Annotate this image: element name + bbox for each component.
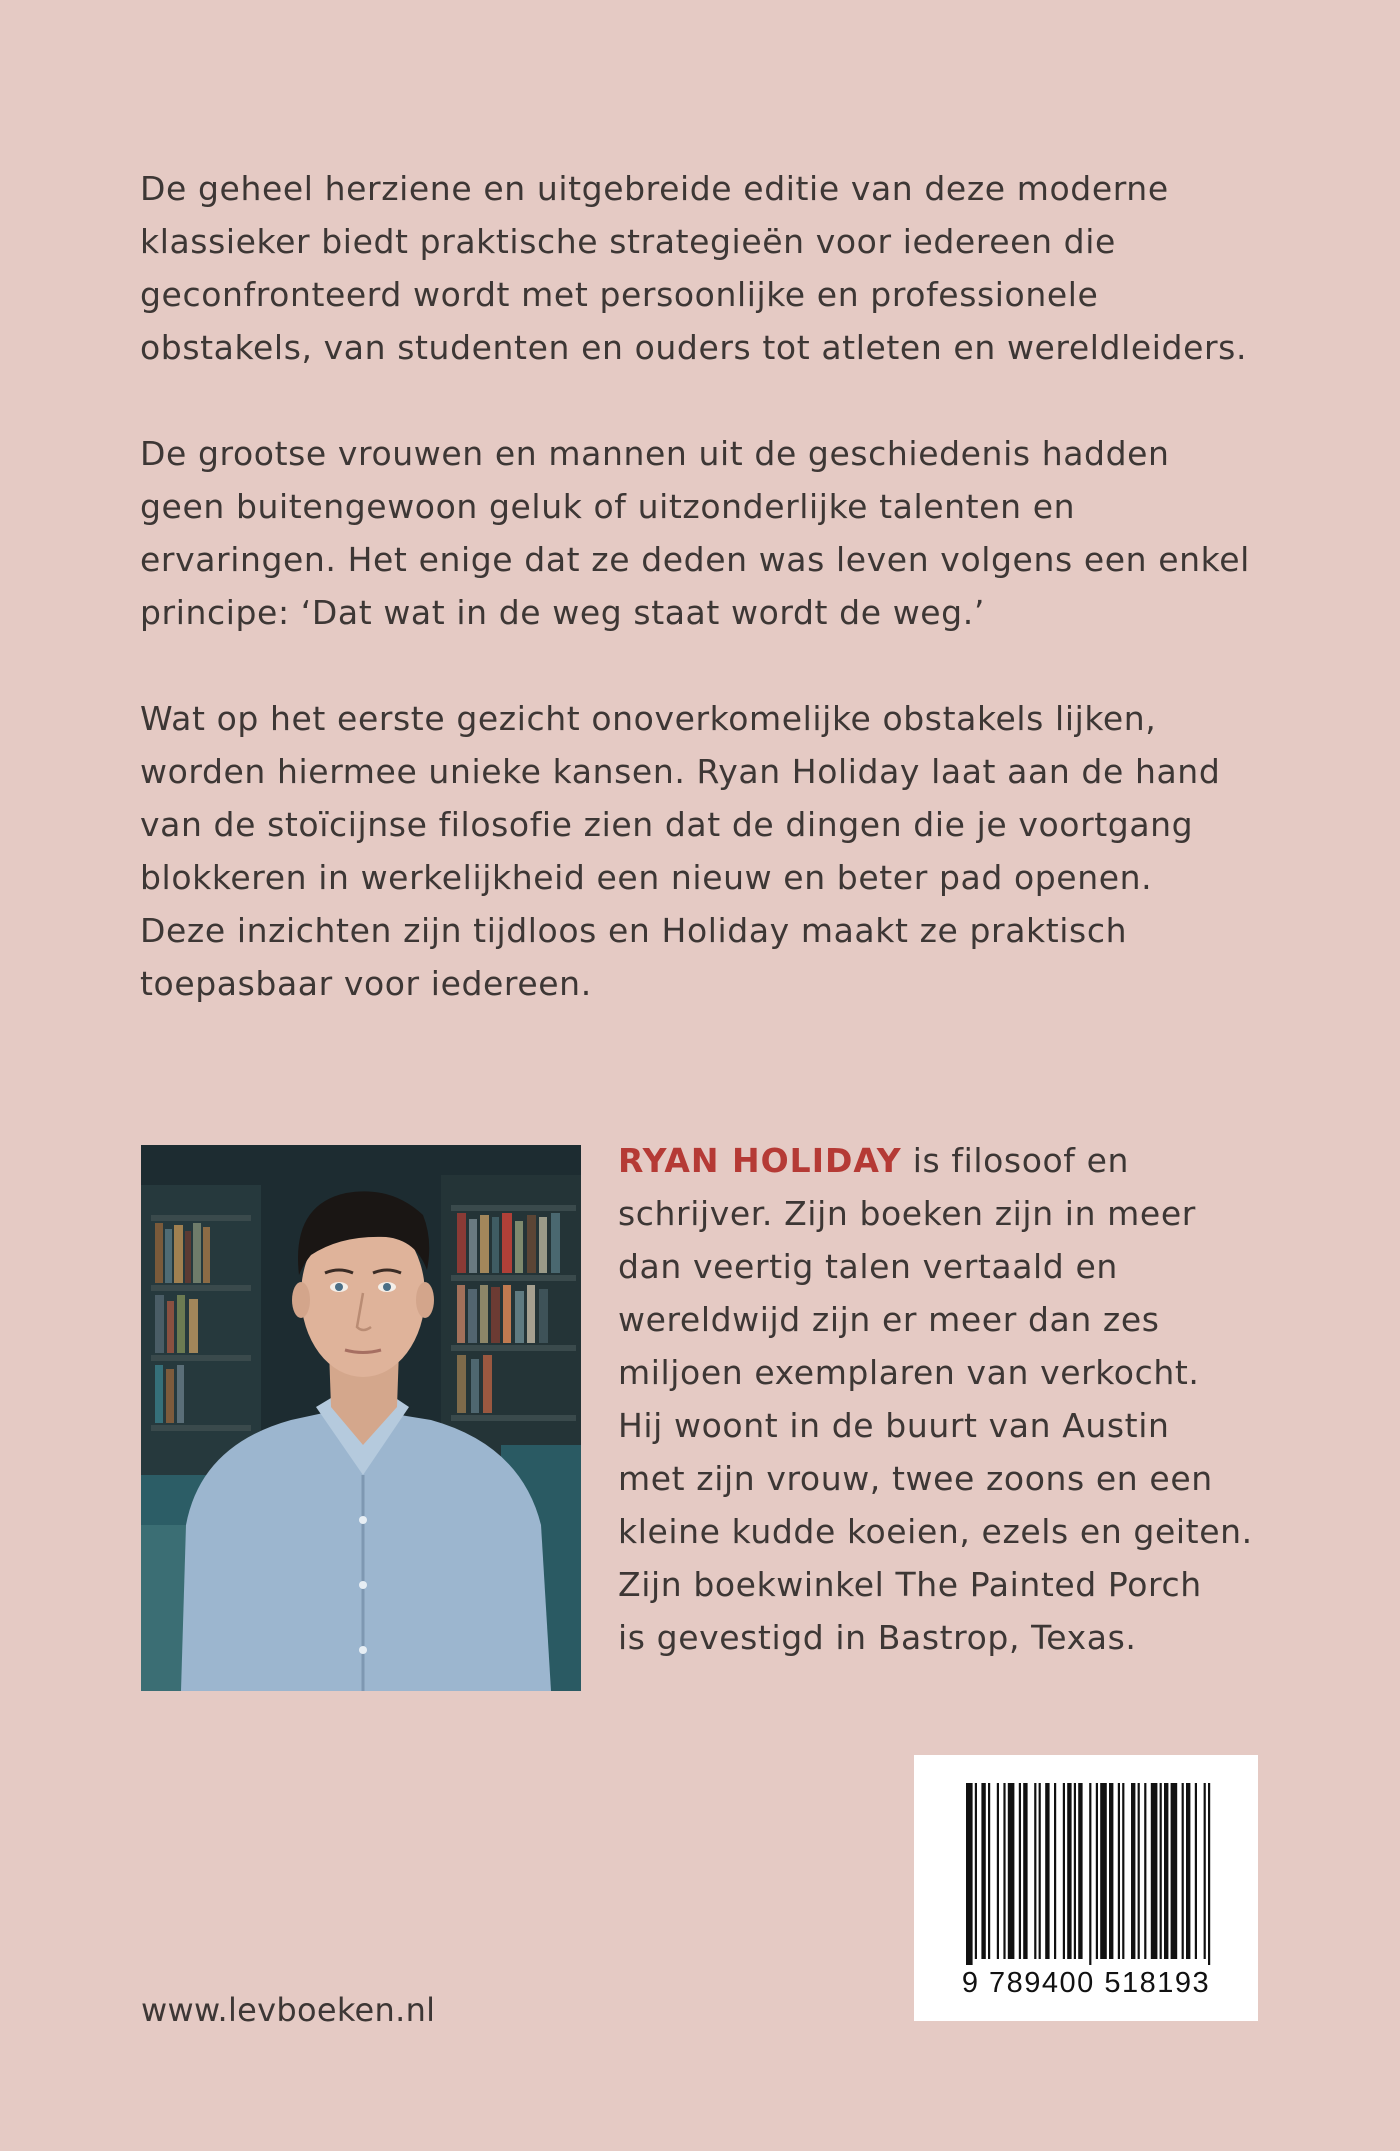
blurb-paragraph-2: De grootse vrouwen en mannen uit de geschiedenis hadden geen buitengewoon geluk of uitzonderlijke talenten en ervaringen. Het enige dat ze deden was leven volgens een enkel principe: ‘Dat wat in de weg staat wordt de weg.’: [140, 434, 1250, 632]
barcode-bar: [975, 1783, 977, 1959]
barcode-bar: [1160, 1783, 1162, 1959]
author-name: RYAN HOLIDAY: [618, 1141, 902, 1180]
barcode-bar: [966, 1783, 973, 1965]
barcode-bar: [1039, 1783, 1041, 1959]
barcode-bar: [1096, 1783, 1098, 1959]
blurb-paragraph-3: Wat op het eerste gezicht onoverkomelijke obstakels lijken, worden hiermee unieke kansen. Ryan Holiday laat aan de hand van de stoïcijnse filosofie zien dat de dingen die je voortgang blokkeren in werkelijkheid een nieuw en beter pad openen. Deze inzichten zijn tijdloos en Holiday maakt ze praktisch toepasbaar voor iedereen.: [140, 699, 1221, 1003]
barcode-bar: [1164, 1783, 1168, 1959]
barcode-bar: [997, 1783, 999, 1959]
barcode-bar: [1109, 1783, 1113, 1959]
barcode-bar: [1054, 1783, 1056, 1959]
barcode-bar: [1078, 1783, 1082, 1959]
barcode-bar: [1144, 1783, 1146, 1959]
author-photo: [141, 1145, 581, 1691]
barcode-bar: [1023, 1783, 1027, 1959]
barcode-bar: [1151, 1783, 1158, 1959]
barcode-bar: [988, 1783, 990, 1959]
barcode-bar: [1003, 1783, 1005, 1959]
barcode-bar: [1122, 1783, 1124, 1959]
barcode-bar: [1063, 1783, 1065, 1959]
barcode-icon: [914, 1755, 1258, 1965]
barcode-bar: [1118, 1783, 1120, 1959]
publisher-website: www.levboeken.nl: [141, 1991, 436, 2029]
isbn-number: 9 789400 518193: [961, 1967, 1211, 1999]
barcode-bar: [1182, 1783, 1184, 1959]
isbn-barcode: [914, 1755, 1258, 2021]
barcode-bar: [981, 1783, 985, 1959]
barcode-bar: [1074, 1783, 1076, 1959]
barcode-bar: [1034, 1783, 1036, 1959]
barcode-bar: [1171, 1783, 1178, 1959]
barcode-bar: [1019, 1783, 1021, 1959]
barcode-bar: [1067, 1783, 1071, 1959]
barcode-bar: [1195, 1783, 1197, 1959]
barcode-bar: [1131, 1783, 1135, 1959]
barcode-bar: [1208, 1783, 1210, 1965]
barcode-bar: [1045, 1783, 1049, 1959]
barcode-bar: [1008, 1783, 1015, 1959]
blurb-paragraph-1: De geheel herziene en uitgebreide editie van deze moderne klassieker biedt praktische strategieën voor iedereen die geconfronteerd wordt met persoonlijke en professionele obstakels, van studenten en ouders tot atleten en wereldleiders.: [140, 169, 1248, 367]
author-bio-text: is filosoof en schrijver. Zijn boeken zijn in meer dan veertig talen vertaald en wereldwijd zijn er meer dan zes miljoen exemplaren van verkocht. Hij woont in de buurt van Austin met zijn vrouw, twee zoons en een kleine kudde koeien, ezels en geiten. Zijn boekwinkel The Painted Porch is gevestigd in Bastrop, Texas.: [618, 1141, 1253, 1657]
barcode-bar: [1100, 1783, 1107, 1959]
barcode-bar: [1089, 1783, 1091, 1965]
barcode-bar: [1204, 1783, 1206, 1959]
author-bio: [618, 1134, 1278, 1664]
barcode-bar: [1186, 1783, 1190, 1959]
barcode-bar: [1138, 1783, 1140, 1959]
